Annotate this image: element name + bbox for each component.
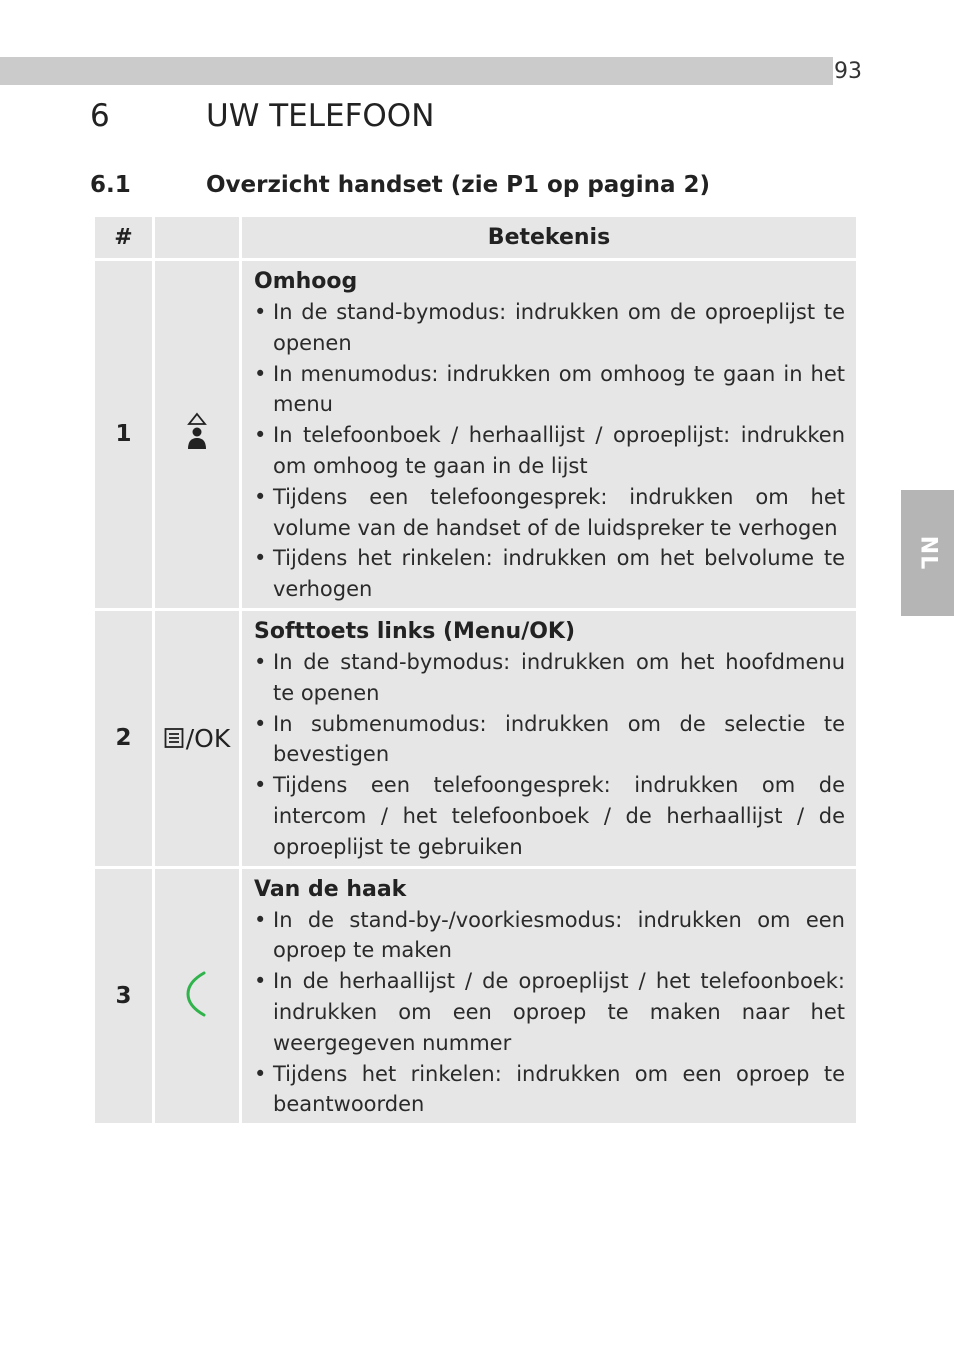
list-item: • In de herhaallijst / de oproeplijst / het telefoonboek: indrukken om een oproep te maken naar het weergegeven nummer: [254, 966, 845, 1058]
header-bar: [0, 57, 833, 85]
chapter-title: UW TELEFOON: [206, 98, 435, 134]
list-item: • In menumodus: indrukken om omhoog te gaan in het menu: [254, 359, 845, 421]
page-number: 93: [834, 59, 862, 84]
language-tab: [901, 490, 954, 616]
table-row: [95, 261, 856, 608]
header-icon: [155, 217, 239, 258]
list-item: • Tijdens een telefoongesprek: indrukken om het volume van de handset of de luidspreker te verhogen: [254, 482, 845, 544]
list-item: • In de stand-by-/voorkiesmodus: indrukken om een oproep te maken: [254, 905, 845, 967]
row-items: [254, 905, 845, 1121]
header-num: #: [95, 217, 152, 258]
row-number: 3: [95, 869, 152, 1124]
row-number: 2: [95, 611, 152, 866]
key-overview-table: [92, 214, 859, 1126]
list-item: • Tijdens het rinkelen: indrukken om het belvolume te verhogen: [254, 543, 845, 605]
list-item: • In telefoonboek / herhaallijst / oproeplijst: indrukken om omhoog te gaan in de lijst: [254, 420, 845, 482]
menu-ok-icon: [164, 724, 231, 753]
list-item: • In de stand-bymodus: indrukken om het hoofdmenu te openen: [254, 647, 845, 709]
language-tab-label: NL: [915, 535, 940, 571]
list-item: • In submenumodus: indrukken om de selectie te bevestigen: [254, 709, 845, 771]
section-title: Overzicht handset (zie P1 op pagina 2): [206, 172, 711, 198]
list-item: • In de stand-bymodus: indrukken om de oproeplijst te openen: [254, 297, 845, 359]
off-hook-icon: [184, 1003, 210, 1022]
table-row: [95, 611, 856, 866]
row-title: Omhoog: [254, 269, 358, 294]
row-items: [254, 647, 845, 863]
row-number: 1: [95, 261, 152, 608]
row-title: Van de haak: [254, 876, 407, 902]
list-item: • Tijdens een telefoongesprek: indrukken om de intercom / het telefoonboek / de herhaallijst / de oproeplijst te gebruiken: [254, 770, 845, 862]
header-meaning: Betekenis: [242, 217, 856, 258]
row-title: Softtoets links (Menu/OK): [254, 618, 576, 644]
up-contacts-icon: [186, 437, 208, 456]
table-row: [95, 869, 856, 1124]
row-items: [254, 297, 845, 605]
list-item: • Tijdens het rinkelen: indrukken om een oproep te beantwoorden: [254, 1059, 845, 1121]
menu-ok-label: /OK: [185, 723, 231, 753]
table-header-row: [95, 217, 856, 258]
section-number: 6.1: [90, 172, 131, 198]
chapter-number: 6: [90, 98, 110, 134]
